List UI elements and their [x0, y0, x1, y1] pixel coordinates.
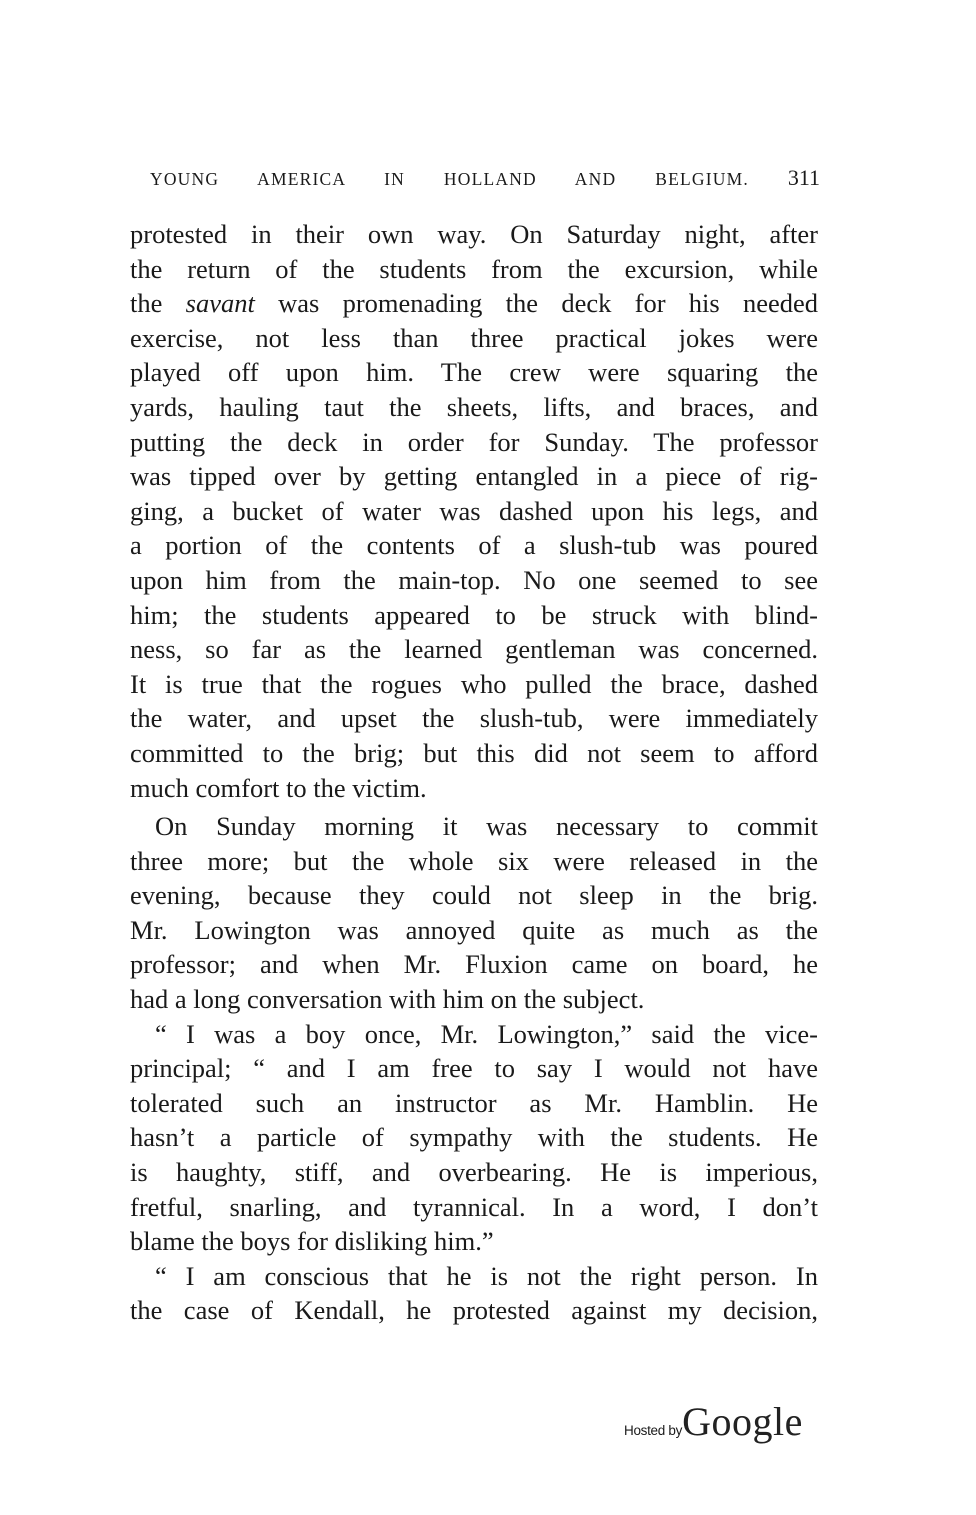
text-line: [130, 528, 818, 563]
text-line: [130, 425, 818, 460]
text-segment: three more; but the whole six were released in the: [130, 845, 818, 876]
text-segment: much comfort to the victim.: [130, 772, 427, 803]
text-line: [130, 252, 818, 287]
text-segment: was promenading the deck for his needed: [254, 288, 819, 319]
text-segment: protested in their own way. On Saturday night, after: [130, 219, 818, 249]
text-segment: was tipped over by getting entangled in a piece of rig-: [130, 461, 818, 492]
text-segment: “ I was a boy once, Mr. Lowington,” said the vice-: [155, 1018, 818, 1049]
text-segment: a portion of the contents of a slush-tub was poured: [130, 530, 818, 561]
text-segment: committed to the brig; but this did not seem to afford: [130, 738, 818, 768]
text-segment: ness, so far as the learned gentleman was concerned.: [130, 634, 818, 665]
text-line: [130, 913, 818, 948]
text-line: [130, 771, 818, 806]
text-segment: had a long conversation with him on the subject.: [130, 984, 645, 1014]
text-segment: Mr. Lowington was annoyed quite as much as the: [130, 914, 818, 945]
text-segment: On Sunday morning it was necessary to commit: [155, 811, 818, 841]
text-line: [130, 982, 818, 1017]
text-line: [130, 878, 818, 913]
text-segment: hasn’t a particle of sympathy with the students. He: [130, 1122, 818, 1153]
text-line: [130, 1120, 818, 1155]
text-line: [130, 947, 818, 982]
text-line: [130, 1190, 818, 1225]
text-segment: yards, hauling taut the sheets, lifts, and braces, and: [130, 392, 818, 422]
text-line: [130, 390, 818, 425]
text-segment: ging, a bucket of water was dashed upon his legs, and: [130, 495, 818, 526]
text-line: [130, 321, 818, 356]
text-line: [130, 632, 818, 667]
text-segment: professor; and when Mr. Fluxion came on board, he: [130, 949, 818, 980]
text-segment: the: [130, 288, 186, 319]
text-segment: fretful, snarling, and tyrannical. In a word, I don’t: [130, 1191, 818, 1222]
running-title: YOUNG AMERICA IN HOLLAND AND BELGIUM.: [150, 169, 749, 189]
text-segment: upon him from the main-top. No one seemed to see: [130, 565, 818, 595]
text-line: [130, 844, 818, 879]
text-line: [130, 459, 818, 494]
text-line: [155, 1259, 818, 1294]
hosted-by-label: Hosted by: [624, 1423, 683, 1438]
text-line: [130, 1224, 818, 1259]
text-line: [130, 1051, 818, 1086]
text-line: [130, 1155, 818, 1190]
text-segment: principal; “ and I am free to say I would not have: [130, 1053, 818, 1084]
text-line: [130, 736, 818, 771]
text-line: [130, 701, 818, 736]
text-line: [130, 217, 818, 252]
text-line: [155, 1017, 818, 1052]
italic-word: savant: [185, 288, 255, 319]
hosted-by-google-watermark: [624, 1398, 824, 1448]
text-segment: the return of the students from the excursion, while: [130, 253, 818, 284]
page-number: 311: [787, 165, 821, 190]
text-segment: him; the students appeared to be struck with blind-: [130, 599, 818, 630]
text-segment: putting the deck in order for Sunday. The professor: [130, 426, 818, 457]
text-line: [155, 809, 818, 844]
text-segment: exercise, not less than three practical jokes were: [130, 322, 818, 353]
text-segment: the case of Kendall, he protested against my decision,: [130, 1295, 818, 1326]
text-line: [130, 1086, 818, 1121]
text-segment: the water, and upset the slush-tub, were immediately: [130, 703, 818, 734]
text-line: [130, 598, 818, 633]
text-line: [130, 286, 818, 321]
running-header: [150, 163, 820, 193]
text-segment: played off upon him. The crew were squaring the: [130, 357, 818, 388]
text-line: [130, 355, 818, 390]
text-segment: “ I am conscious that he is not the right person. In: [155, 1260, 818, 1291]
text-segment: is haughty, stiff, and overbearing. He is imperious,: [130, 1157, 818, 1187]
text-segment: tolerated such an instructor as Mr. Hamblin. He: [130, 1087, 818, 1118]
google-logo: Google: [682, 1399, 803, 1444]
text-segment: blame the boys for disliking him.”: [130, 1226, 494, 1257]
text-line: [130, 494, 818, 529]
text-segment: It is true that the rogues who pulled the brace, dashed: [130, 668, 818, 699]
text-line: [130, 1293, 818, 1328]
text-line: [130, 563, 818, 598]
text-line: [130, 667, 818, 702]
text-segment: evening, because they could not sleep in the brig.: [130, 880, 818, 911]
